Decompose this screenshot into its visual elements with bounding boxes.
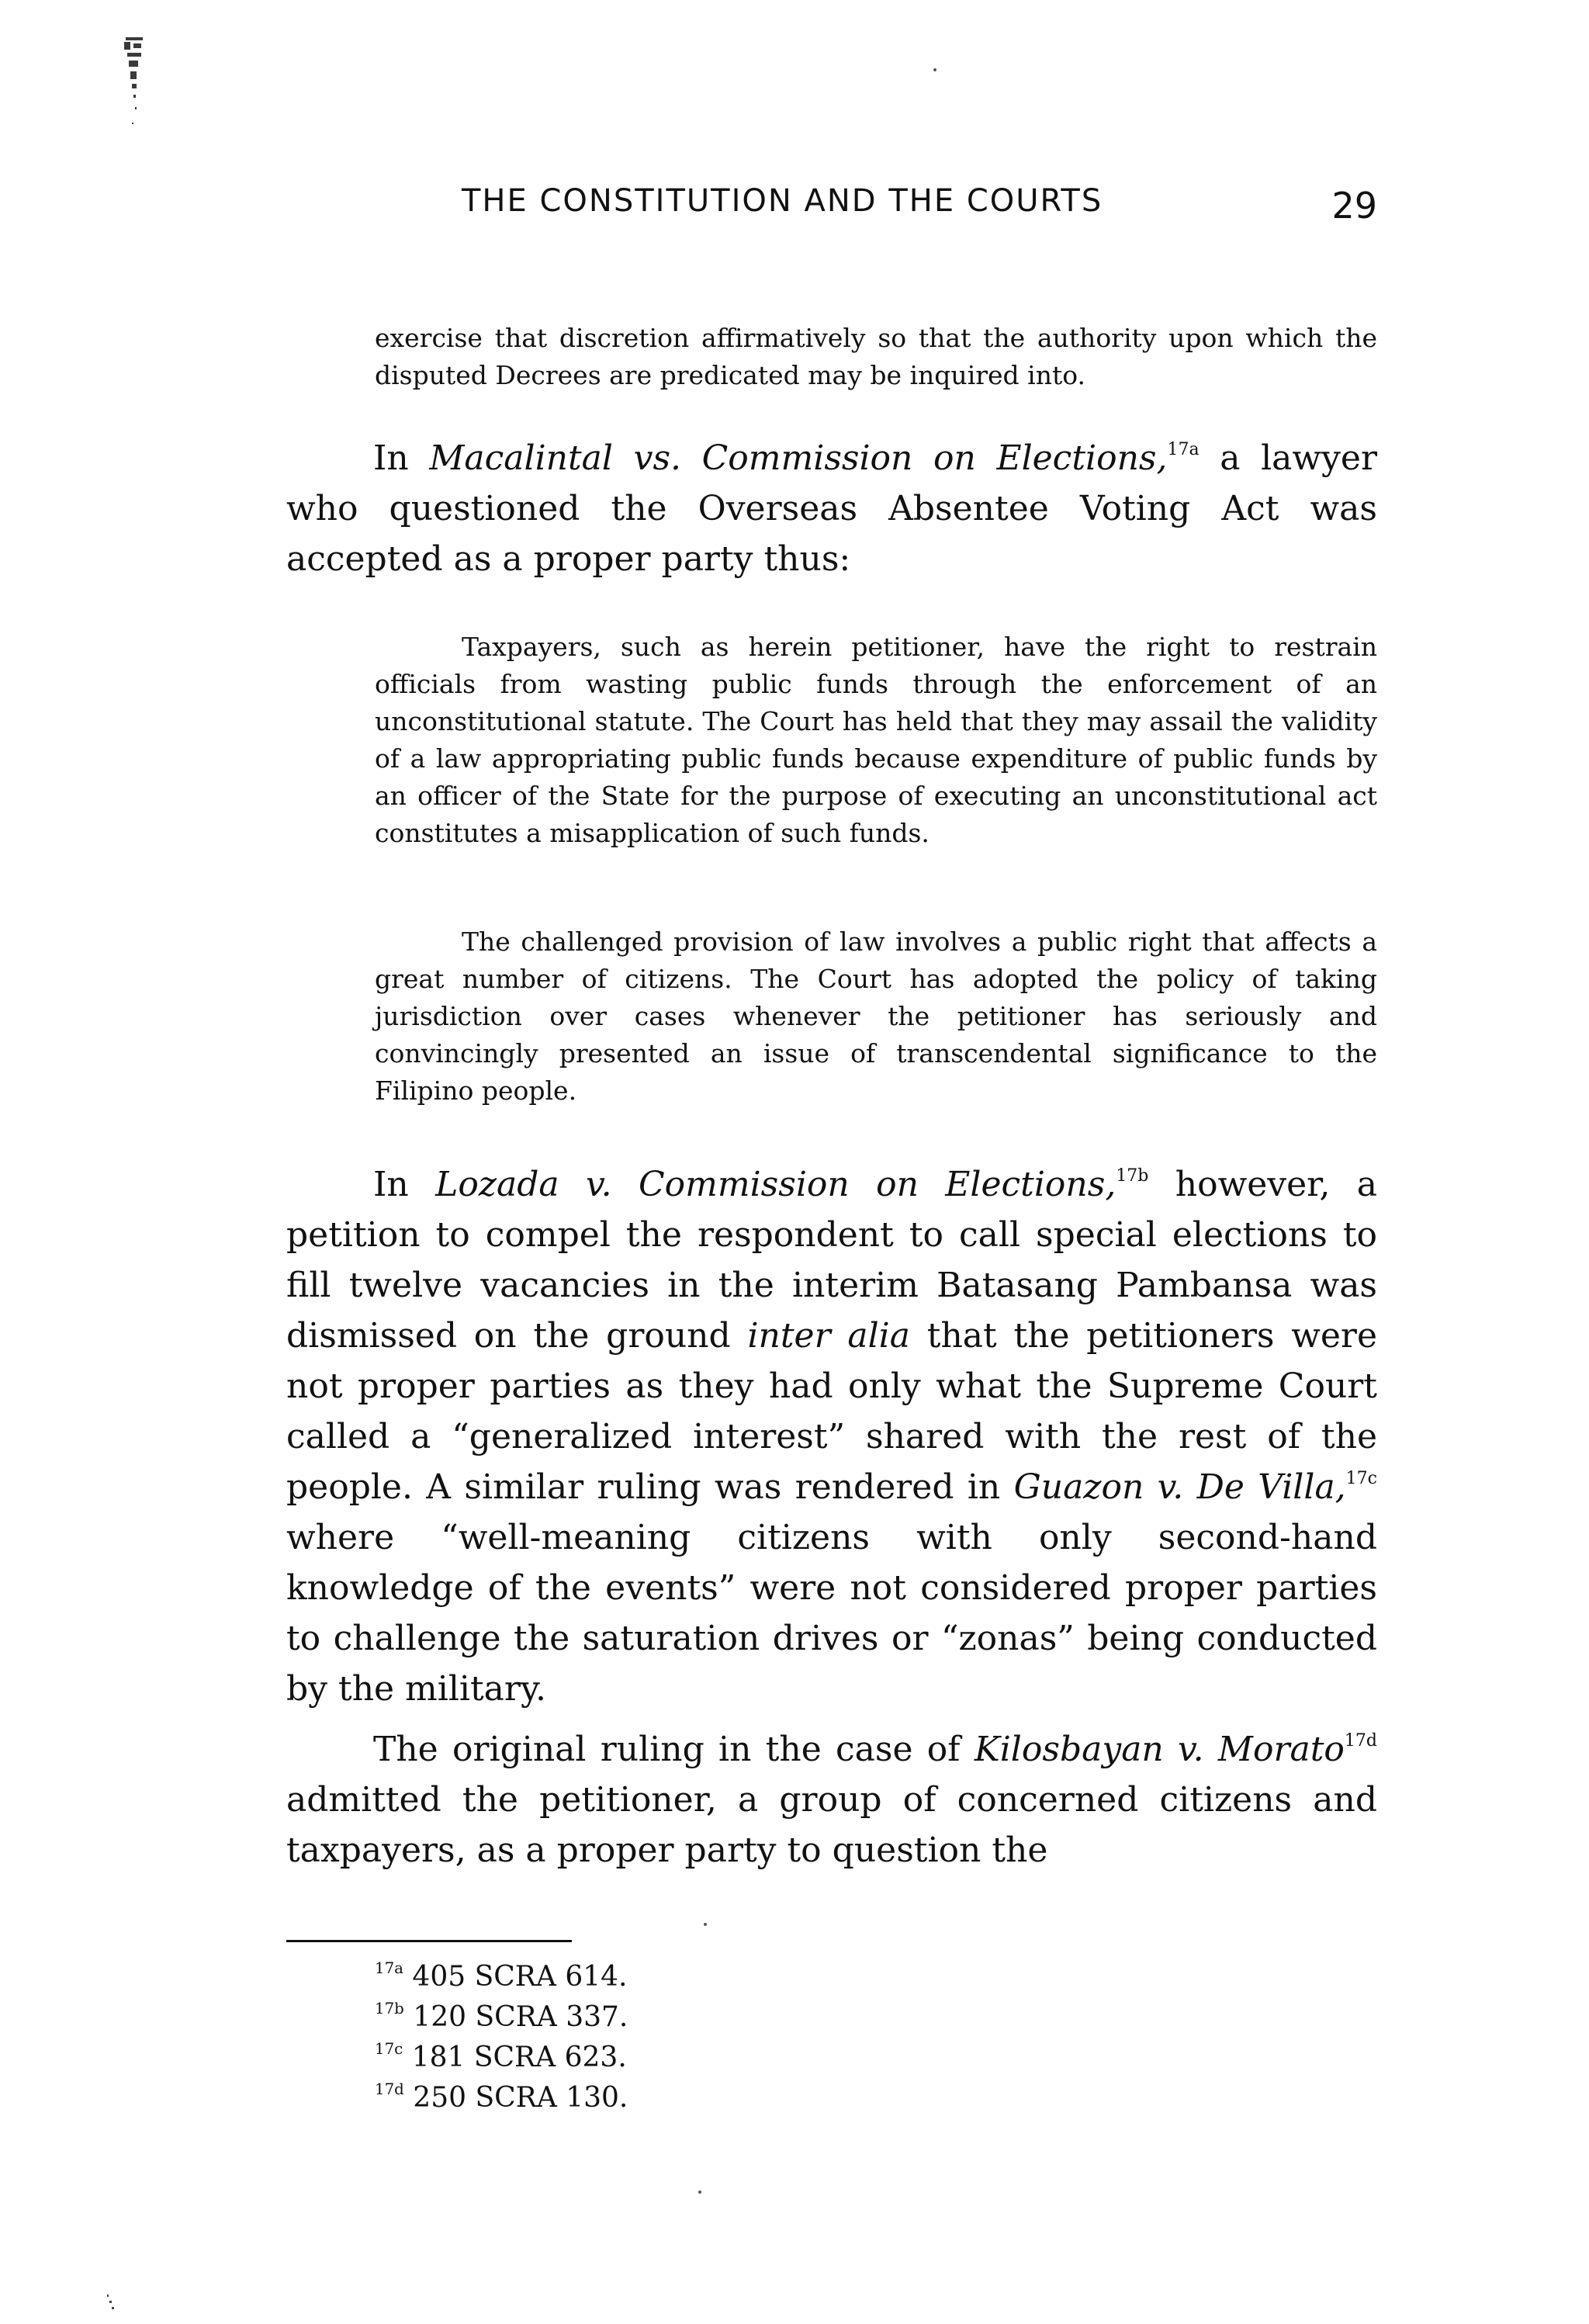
footnote-ref: 17b bbox=[1116, 1166, 1149, 1186]
case-citation: Lozada v. Commission on Elections, bbox=[435, 1165, 1116, 1204]
footnote-ref: 17d bbox=[1344, 1731, 1377, 1751]
footnote bbox=[375, 2078, 628, 2118]
running-header bbox=[462, 180, 1377, 227]
case-citation: Macalintal vs. Commission on Elections, bbox=[429, 438, 1168, 478]
footnotes bbox=[375, 1957, 628, 2118]
footnote-text: 250 SCRA 130. bbox=[403, 2082, 628, 2114]
scan-dot bbox=[704, 1923, 707, 1926]
paragraph-text: where “well-meaning citizens with only second-hand knowledge of the events” were not considered proper parties to challenge the saturation drives or “zonas” being conducted by the military. bbox=[286, 1518, 1377, 1709]
paragraph-text: In bbox=[373, 1165, 436, 1204]
footnote-ref: 17a bbox=[1167, 440, 1200, 460]
paragraph-text: In bbox=[373, 438, 430, 478]
footnote-mark: 17b bbox=[375, 2000, 404, 2018]
footnote-ref: 17c bbox=[1345, 1469, 1377, 1489]
quote-text: exercise that discretion affirmatively so that the authority upon which the disputed Decrees are predicated may be inquired into. bbox=[375, 323, 1377, 390]
block-quote-public-right bbox=[375, 923, 1377, 1110]
footnote-text: 405 SCRA 614. bbox=[403, 1961, 628, 1993]
running-title: THE CONSTITUTION AND THE COURTS bbox=[462, 183, 1103, 219]
paragraph-text: that the petitioners were not proper parties as they had only what the Supreme Court called a “generalized interest” shared with the rest of the people. A similar ruling was rendered in bbox=[286, 1316, 1378, 1507]
footnote-mark: 17d bbox=[375, 2080, 404, 2099]
footnote bbox=[375, 1957, 628, 1997]
paragraph-macalintal bbox=[286, 433, 1377, 584]
footnote bbox=[375, 2038, 628, 2078]
footnote-text: 120 SCRA 337. bbox=[403, 2001, 628, 2033]
paragraph-lozada bbox=[286, 1159, 1377, 1714]
footnote-mark: 17a bbox=[375, 1959, 403, 1978]
paragraph-kilosbayan bbox=[286, 1724, 1377, 1875]
paragraph-text: a lawyer who questioned the Overseas Absentee Voting Act was accepted as a proper party thus: bbox=[286, 438, 1377, 579]
scan-dot bbox=[698, 2191, 701, 2194]
footnote bbox=[375, 1997, 628, 2038]
case-citation: Guazon v. De Villa, bbox=[1013, 1467, 1346, 1507]
scan-artifact-icon bbox=[105, 2293, 116, 2312]
latin-phrase: inter alia bbox=[747, 1316, 910, 1356]
quote-text: Taxpayers, such as herein petitioner, have the right to restrain officials from wasting public funds through the enforcement of an unconstitutional statute. The Court has held that they may assail the validity of a law appropriating public funds because expenditure of public funds by an officer of the State for the purpose of executing an unconstitutional act constitutes a misapplication of such funds. bbox=[375, 632, 1377, 848]
block-quote-taxpayers bbox=[375, 629, 1377, 852]
page-number: 29 bbox=[1331, 185, 1377, 227]
paragraph-text: The original ruling in the case of bbox=[373, 1730, 975, 1769]
quote-text: The challenged provision of law involves a public right that affects a great number of citizens. The Court has adopted the policy of taking jurisdiction over cases whenever the petitioner has seriously and convincingly presented an issue of transcendental significance to the Filipino people. bbox=[375, 926, 1377, 1106]
footnote-text: 181 SCRA 623. bbox=[403, 2042, 627, 2073]
paragraph-text: however, a petition to compel the respondent to call special elections to fill twelve vacancies in the interim Batasang Pambansa was dismissed on the ground bbox=[286, 1165, 1377, 1356]
block-quote-continuation bbox=[375, 320, 1377, 394]
case-citation: Kilosbayan v. Morato bbox=[974, 1730, 1345, 1769]
paragraph-text: admitted the petitioner, a group of concerned citizens and taxpayers, as a proper party to question the bbox=[286, 1780, 1377, 1870]
scan-dot bbox=[933, 68, 936, 71]
footnote-mark: 17c bbox=[375, 2040, 403, 2059]
scan-artifact-icon bbox=[116, 31, 163, 147]
footnote-divider bbox=[286, 1940, 572, 1942]
